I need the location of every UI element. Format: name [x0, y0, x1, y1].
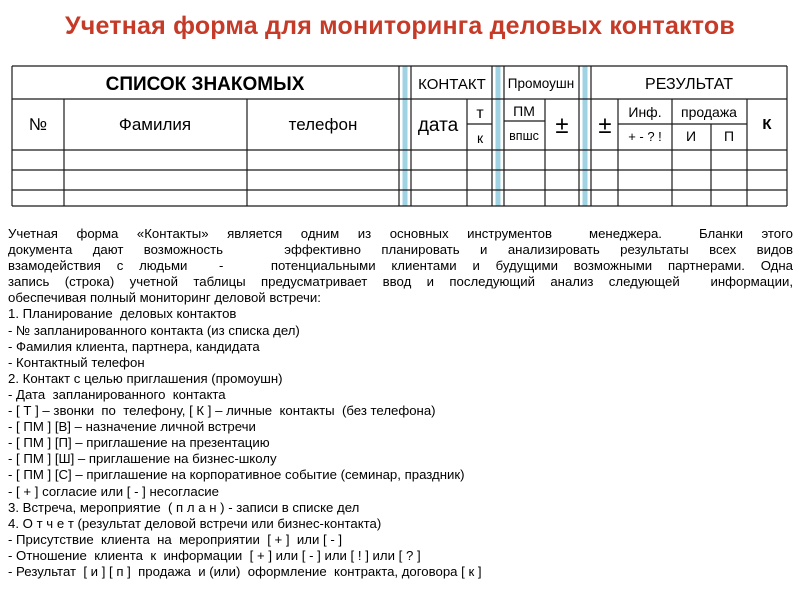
col-p: П: [723, 128, 735, 144]
list-item: - [ Т ] – звонки по телефону, [ К ] – личные контакты (без телефона): [8, 403, 436, 419]
paragraph-line: документа дают возможность эффективно планировать и анализировать результаты всех видов: [8, 242, 793, 258]
col-plusminus-promo: ±: [555, 112, 569, 139]
list-item: - Контактный телефон: [8, 354, 145, 370]
col-k-small: к: [476, 130, 484, 146]
col-inf-sub: + - ? !: [628, 129, 662, 144]
list-item: - Фамилия клиента, партнера, кандидата: [8, 338, 260, 354]
paragraph-line: запись (строка) учетной таблицы предусматривает ввод и последующий анализ следующей информации,: [8, 274, 793, 290]
list-item: - [ ПМ ] [С] – приглашение на корпоративное событие (семинар, праздник): [8, 467, 465, 483]
col-plusminus-meeting: ±: [598, 112, 612, 139]
col-t: т: [476, 105, 484, 122]
promo-header: Промоушн: [507, 76, 575, 91]
result-header: РЕЗУЛЬТАТ: [645, 76, 733, 93]
col-pm: ПМ: [513, 103, 535, 119]
list-item: - [ ПМ ] [В] – назначение личной встречи: [8, 419, 256, 435]
contact-header: КОНТАКТ: [418, 76, 486, 93]
page-title: Учетная форма для мониторинга деловых контактов: [65, 12, 735, 40]
list-item: - Дата запланированного контакта: [8, 386, 226, 402]
list-header: СПИСОК ЗНАКОМЫХ: [105, 74, 305, 95]
list-item: - [ + ] согласие или [ - ] несогласие: [8, 483, 219, 499]
list-item: - Результат [ и ] [ п ] продажа и (или) оформление контракта, договора [ к ]: [8, 563, 482, 579]
col-phone: телефон: [288, 115, 358, 134]
paragraph-line: взамодействия с людьми - потенциальными клиентами и будущими возможными партнерами. Одна: [8, 258, 793, 274]
list-item: 4. О т ч е т (результат деловой встречи или бизнес-контакта): [8, 515, 382, 531]
list-item: - Присутствие клиента на мероприятии [ + ] или [ - ]: [8, 531, 343, 547]
description-text: [8, 226, 793, 580]
list-item: 2. Контакт с целью приглашения (промоушн): [8, 370, 283, 386]
list-item: - № запланированного контакта (из списка дел): [8, 322, 300, 338]
col-surname: Фамилия: [118, 115, 192, 134]
col-K: К: [762, 116, 772, 133]
col-vpshs: впшс: [509, 129, 539, 143]
col-no: №: [28, 115, 48, 134]
paragraph-line: Учетная форма «Контакты» является одним из основных инструментов менеджера. Бланки этого: [8, 226, 793, 241]
col-inf: Инф.: [628, 104, 662, 120]
paragraph-line: обеспечивая полный мониторинг деловой встречи:: [8, 290, 321, 306]
contacts-form-table: [0, 0, 800, 220]
list-item: - [ ПМ ] [П] – приглашение на презентацию: [8, 435, 270, 451]
list-item: - Отношение клиента к информации [ + ] или [ - ] или [ ! ] или [ ? ]: [8, 547, 421, 563]
list-item: 3. Встреча, мероприятие ( п л а н ) - записи в списке дел: [8, 499, 360, 515]
list-item: - [ ПМ ] [Ш] – приглашение на бизнес-школу: [8, 451, 277, 467]
col-sale: продажа: [681, 104, 737, 120]
col-i: И: [685, 128, 697, 144]
col-date: дата: [417, 115, 459, 136]
list-item: 1. Планирование деловых контактов: [8, 306, 237, 322]
